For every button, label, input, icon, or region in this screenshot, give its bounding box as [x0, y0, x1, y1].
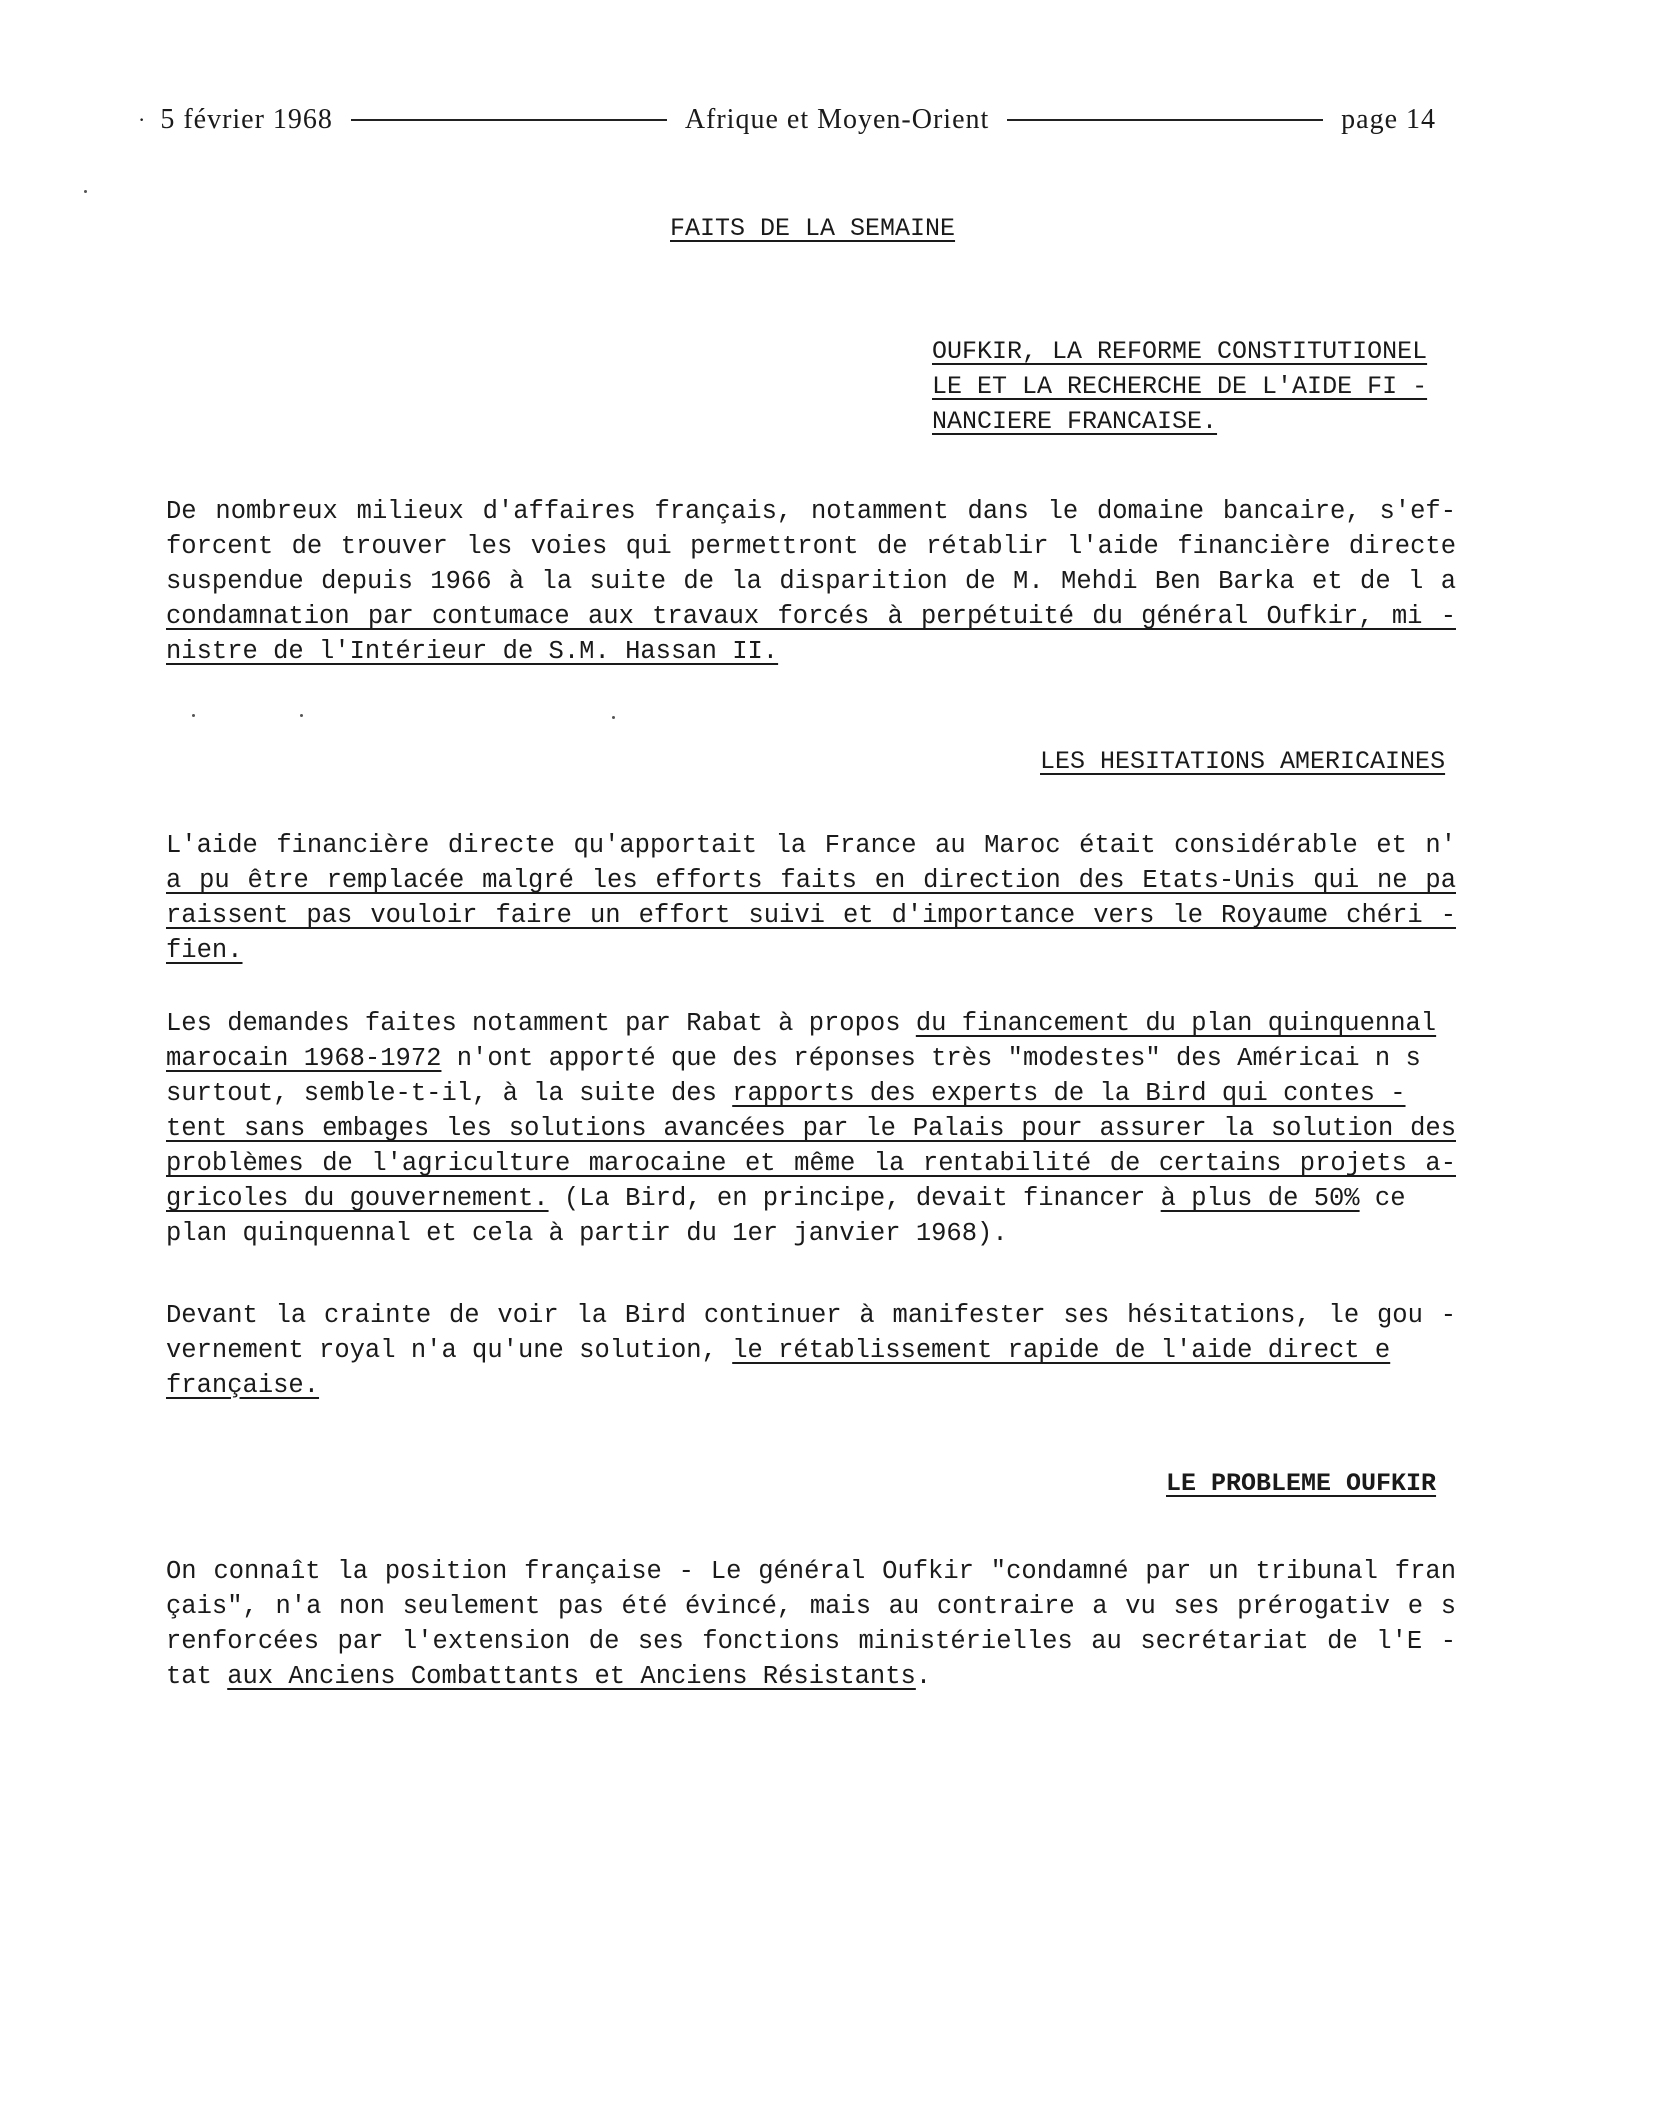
text-run: . — [915, 1662, 932, 1691]
text-line — [166, 1006, 1466, 1041]
page-header — [138, 104, 1436, 136]
text-run: n'ont apporté que des réponses très "modestes" des Américai n s — [441, 1044, 1421, 1073]
text-line: suspendue depuis 1966 à la suite de la disparition de M. Mehdi Ben Barka et de l a — [166, 567, 1456, 596]
underlined-line: a pu être remplacée malgré les efforts faits en direction des Etats-Unis qui ne pa — [166, 866, 1456, 895]
scan-speck — [300, 714, 303, 717]
text-run: vernement royal n'a qu'une solution, — [166, 1336, 733, 1365]
underlined-line: problèmes de l'agriculture marocaine et même la rentabilité de certains projets a- — [166, 1149, 1456, 1178]
headline-line: OUFKIR, LA REFORME CONSTITUTIONEL — [932, 337, 1428, 366]
underlined-text: nistre de l'Intérieur de S.M. Hassan II. — [166, 637, 779, 666]
text-line — [166, 1041, 1466, 1076]
headline-line: LE ET LA RECHERCHE DE L'AIDE FI - — [932, 372, 1428, 401]
text-line — [166, 1181, 1466, 1216]
underlined-text: du financement du plan quinquennal — [915, 1009, 1437, 1038]
text-line: çais", n'a non seulement pas été évincé, mais au contraire a vu ses prérogativ e s — [166, 1592, 1456, 1621]
text-line — [166, 1659, 1466, 1694]
scan-speck — [612, 716, 615, 719]
header-page-number: page 14 — [1341, 104, 1437, 135]
underlined-text: rapports des experts de la Bird qui contes - — [732, 1079, 1406, 1108]
header-rule-right — [1007, 119, 1323, 121]
headline-line: NANCIERE FRANCAISE. — [932, 407, 1218, 436]
headline-line: LES HESITATIONS AMERICAINES — [1040, 747, 1446, 776]
header-publication: Afrique et Moyen-Orient — [684, 104, 990, 135]
header-rule-left — [351, 119, 667, 121]
underlined-text: le rétablissement rapide de l'aide direct e — [732, 1336, 1391, 1365]
headline-american-hesitations — [1040, 744, 1445, 779]
scan-speck — [84, 190, 87, 193]
underlined-text: fien. — [166, 936, 243, 965]
underlined-text: gricoles du gouvernement. — [166, 1184, 549, 1213]
text-run: surtout, semble-t-il, à la suite des — [166, 1079, 733, 1108]
headline-oufkir-reform — [932, 334, 1427, 439]
text-run: Les demandes faites notamment par Rabat à propos — [166, 1009, 916, 1038]
text-line — [166, 1076, 1466, 1111]
section-title: FAITS DE LA SEMAINE — [670, 214, 956, 243]
underlined-text: française. — [166, 1371, 320, 1400]
underlined-text: marocain 1968-1972 — [166, 1044, 442, 1073]
text-run: (La Bird, en principe, devait financer — [548, 1184, 1161, 1213]
text-line: L'aide financière directe qu'apportait la France au Maroc était considérable et n' — [166, 831, 1456, 860]
text-run: ce — [1359, 1184, 1406, 1213]
text-line: De nombreux milieux d'affaires français, notamment dans le domaine bancaire, s'ef- — [166, 497, 1456, 526]
paragraph-bird-hesitations — [166, 1298, 1466, 1403]
text-line-wrap — [166, 933, 1466, 968]
text-run: tat — [166, 1662, 228, 1691]
underlined-text: aux Anciens Combattants et Anciens Résistants — [227, 1662, 916, 1691]
paragraph-oufkir-position — [166, 1554, 1466, 1694]
underlined-line: condamnation par contumace aux travaux forcés à perpétuité du général Oufkir, mi - — [166, 602, 1456, 631]
text-line-wrap — [166, 1368, 1466, 1403]
paragraph-french-business — [166, 494, 1466, 669]
header-bullet: · — [138, 107, 147, 132]
text-line: forcent de trouver les voies qui permettront de rétablir l'aide financière directe — [166, 532, 1456, 561]
text-line: plan quinquennal et cela à partir du 1er janvier 1968). — [166, 1219, 1008, 1248]
underlined-line: raissent pas vouloir faire un effort suivi et d'importance vers le Royaume chéri - — [166, 901, 1456, 930]
scan-speck — [192, 714, 195, 717]
headline-line: LE PROBLEME OUFKIR — [1166, 1469, 1437, 1498]
paragraph-french-aid — [166, 828, 1466, 968]
paragraph-rabat-requests — [166, 1006, 1466, 1251]
text-line: On connaît la position française - Le général Oufkir "condamné par un tribunal fran — [166, 1557, 1456, 1586]
text-line: Devant la crainte de voir la Bird continuer à manifester ses hésitations, le gou - — [166, 1301, 1456, 1330]
text-line — [166, 1333, 1466, 1368]
headline-oufkir-problem — [1166, 1466, 1436, 1501]
text-line: renforcées par l'extension de ses fonctions ministérielles au secrétariat de l'E - — [166, 1627, 1456, 1656]
header-date: 5 février 1968 — [160, 104, 333, 135]
underlined-text: à plus de 50% — [1160, 1184, 1360, 1213]
text-line-wrap — [166, 634, 1466, 669]
underlined-line: tent sans embages les solutions avancées par le Palais pour assurer la solution des — [166, 1114, 1456, 1143]
